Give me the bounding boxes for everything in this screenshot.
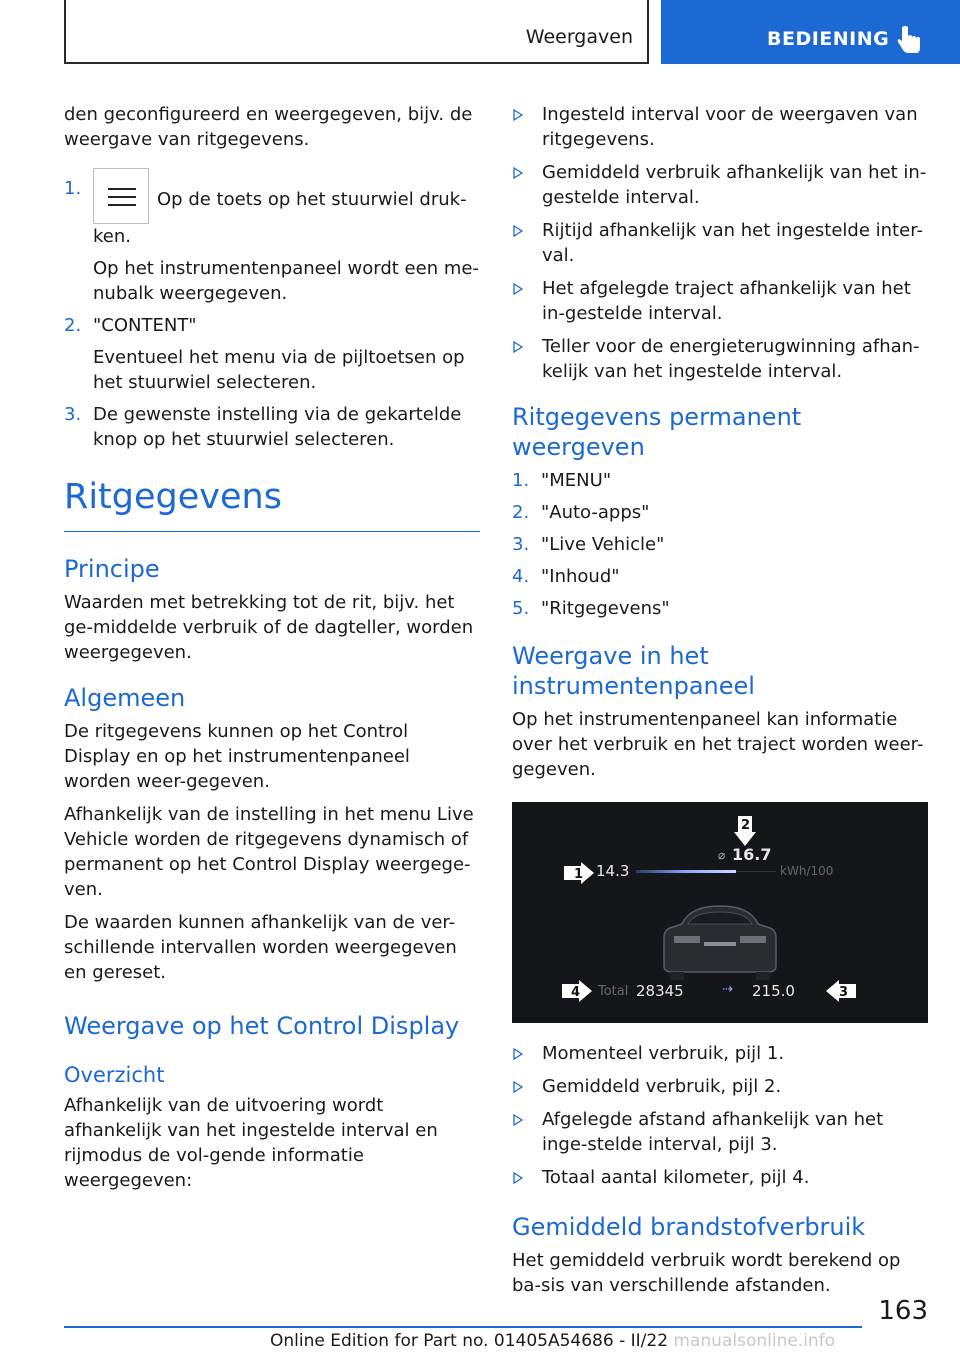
permanent-steps-list	[512, 468, 928, 621]
step-number: 1.	[64, 178, 82, 199]
header-section-box	[64, 0, 649, 64]
average-symbol: ⌀	[718, 848, 726, 862]
bullet-text: Ingesteld interval voor de weergaven van ritgegevens.	[542, 104, 918, 150]
bullet-list-intervals	[512, 102, 928, 384]
consumption-bar	[636, 870, 736, 873]
total-label: Total	[598, 984, 629, 999]
fuel-text: Het gemiddeld verbruik wordt berekend op ba-sis van verschillende afstanden.	[512, 1250, 901, 1296]
list-item	[512, 1165, 928, 1190]
footer-divider	[64, 1326, 862, 1328]
step-number: 2.	[64, 315, 82, 336]
step-text: "MENU"	[541, 470, 612, 491]
left-column	[64, 102, 480, 1201]
step-number: 3.	[64, 404, 82, 425]
list-item	[512, 532, 928, 557]
footer-edition	[270, 1331, 835, 1351]
average-consumption-value: 16.7	[732, 845, 772, 864]
step-number: 2.	[512, 502, 530, 523]
heading-instrumentenpaneel: Weergave in het instrumentenpaneel	[512, 642, 755, 700]
list-item	[512, 1041, 928, 1066]
step-subtext: Eventueel het menu via de pijltoetsen op het stuurwiel selecteren.	[93, 347, 465, 393]
step-number: 1.	[512, 470, 530, 491]
bullet-text: Totaal aantal kilometer, pijl 4.	[542, 1167, 810, 1188]
step-text: Op de toets op het stuurwiel druk-ken.	[93, 189, 467, 247]
bullet-text: Afgelegde afstand afhankelijk van het inge-stelde interval, pijl 3.	[542, 1109, 884, 1155]
list-item	[512, 102, 928, 152]
triangle-bullet-icon	[513, 1081, 523, 1093]
heading-principe: Principe	[64, 555, 160, 583]
svg-text:4: 4	[571, 985, 581, 1000]
list-item	[512, 500, 928, 525]
step-subtext: Op het instrumentenpaneel wordt een me-nubalk weergegeven.	[93, 258, 479, 304]
menu-button-icon	[93, 168, 149, 224]
consumption-unit: kWh/100	[780, 864, 834, 878]
triangle-bullet-icon	[513, 109, 523, 121]
header-chapter-title: BEDIENING	[767, 28, 890, 50]
triangle-bullet-icon	[513, 225, 523, 237]
header-section-title: Weergaven	[525, 26, 633, 48]
step-text: "Live Vehicle"	[541, 534, 665, 555]
algemeen-paragraph-3: De waarden kunnen afhankelijk van de ver-schillende intervallen worden weergegeven en gereset.	[64, 912, 457, 983]
arrow-4-icon	[562, 980, 592, 1002]
list-item	[512, 1107, 928, 1157]
list-item	[64, 176, 480, 306]
step-text: "Ritgegevens"	[541, 598, 670, 619]
list-item	[64, 313, 480, 395]
arrow-1-icon	[564, 862, 594, 884]
triangle-bullet-icon	[513, 283, 523, 295]
principe-text: Waarden met betrekking tot de rit, bijv. het ge-middelde verbruik of de dagteller, worden weergegeven.	[64, 592, 474, 663]
current-consumption-value: 14.3	[596, 862, 630, 880]
step-number: 5.	[512, 598, 530, 619]
list-item	[512, 334, 928, 384]
bullet-text: Het afgelegde traject afhankelijk van het in-gestelde interval.	[542, 278, 911, 324]
list-item	[512, 276, 928, 326]
header-chapter-tab	[661, 0, 960, 64]
triangle-bullet-icon	[513, 1048, 523, 1060]
instrument-cluster-figure	[512, 802, 928, 1023]
triangle-bullet-icon	[513, 1172, 523, 1184]
heading-algemeen: Algemeen	[64, 684, 186, 712]
arrow-2-icon	[734, 816, 756, 846]
triangle-bullet-icon	[513, 341, 523, 353]
heading-overzicht: Overzicht	[64, 1063, 165, 1087]
list-item	[512, 596, 928, 621]
step-text: De gewenste instelling via de gekartelde knop op het stuurwiel selecteren.	[93, 404, 462, 450]
hand-pointer-icon	[897, 26, 923, 54]
bullet-text: Gemiddeld verbruik afhankelijk van het in-gestelde interval.	[542, 162, 927, 208]
page-number: 163	[878, 1296, 928, 1326]
heading-brandstofverbruik: Gemiddeld brandstofverbruik	[512, 1213, 866, 1241]
bullet-text: Gemiddeld verbruik, pijl 2.	[542, 1076, 782, 1097]
bullet-text: Momenteel verbruik, pijl 1.	[542, 1043, 785, 1064]
total-odometer-value: 28345	[636, 982, 684, 1000]
steps-list	[64, 176, 480, 452]
heading-ritgegevens: Ritgegevens	[64, 459, 480, 532]
list-item	[512, 1074, 928, 1099]
list-item	[512, 218, 928, 268]
step-number: 3.	[512, 534, 530, 555]
arrow-3-icon	[826, 980, 856, 1002]
heading-permanent: Ritgegevens permanent weergeven	[512, 403, 802, 461]
bullet-text: Teller voor de energieterugwinning afhan-kelijk van het ingestelde interval.	[542, 336, 920, 382]
list-item	[512, 564, 928, 589]
trip-arrow-icon: ⇢	[722, 982, 733, 997]
footer-watermark: manualsonline.info	[673, 1331, 836, 1351]
list-item	[512, 468, 928, 493]
step-text: "CONTENT"	[93, 315, 197, 336]
step-text: "Auto-apps"	[541, 502, 650, 523]
step-text: "Inhoud"	[541, 566, 620, 587]
triangle-bullet-icon	[513, 167, 523, 179]
bullet-list-arrows	[512, 1041, 928, 1190]
right-column	[512, 102, 928, 1306]
svg-text:2: 2	[741, 818, 751, 833]
list-item	[64, 402, 480, 452]
overzicht-text: Afhankelijk van de uitvoering wordt afhankelijk van het ingestelde interval en rijmodus de vol-gende informatie weergegeven:	[64, 1095, 438, 1191]
svg-text:1: 1	[574, 867, 584, 882]
car-rear-icon	[660, 902, 780, 982]
triangle-bullet-icon	[513, 1114, 523, 1126]
algemeen-paragraph-2: Afhankelijk van de instelling in het menu Live Vehicle worden de ritgegevens dynamisch of permanent op het Control Display weergege-ven.	[64, 804, 474, 900]
svg-text:3: 3	[839, 985, 849, 1000]
list-item	[512, 160, 928, 210]
footer-edition-text: Online Edition for Part no. 01405A54686 - II/22	[270, 1331, 669, 1351]
consumption-bar-track	[736, 871, 776, 872]
trip-distance-value: 215.0	[752, 982, 795, 1000]
heading-control-display: Weergave op het Control Display	[64, 1012, 460, 1040]
intro-text: den geconfigureerd en weergegeven, bijv. de weergave van ritgegevens.	[64, 104, 473, 150]
bullet-text: Rijtijd afhankelijk van het ingestelde inter-val.	[542, 220, 923, 266]
instrument-text: Op het instrumentenpaneel kan informatie over het verbruik en het traject worden weer-gegeven.	[512, 709, 924, 780]
algemeen-paragraph-1: De ritgegevens kunnen op het Control Display en op het instrumentenpaneel worden weer-gegeven.	[64, 721, 410, 792]
step-number: 4.	[512, 566, 530, 587]
